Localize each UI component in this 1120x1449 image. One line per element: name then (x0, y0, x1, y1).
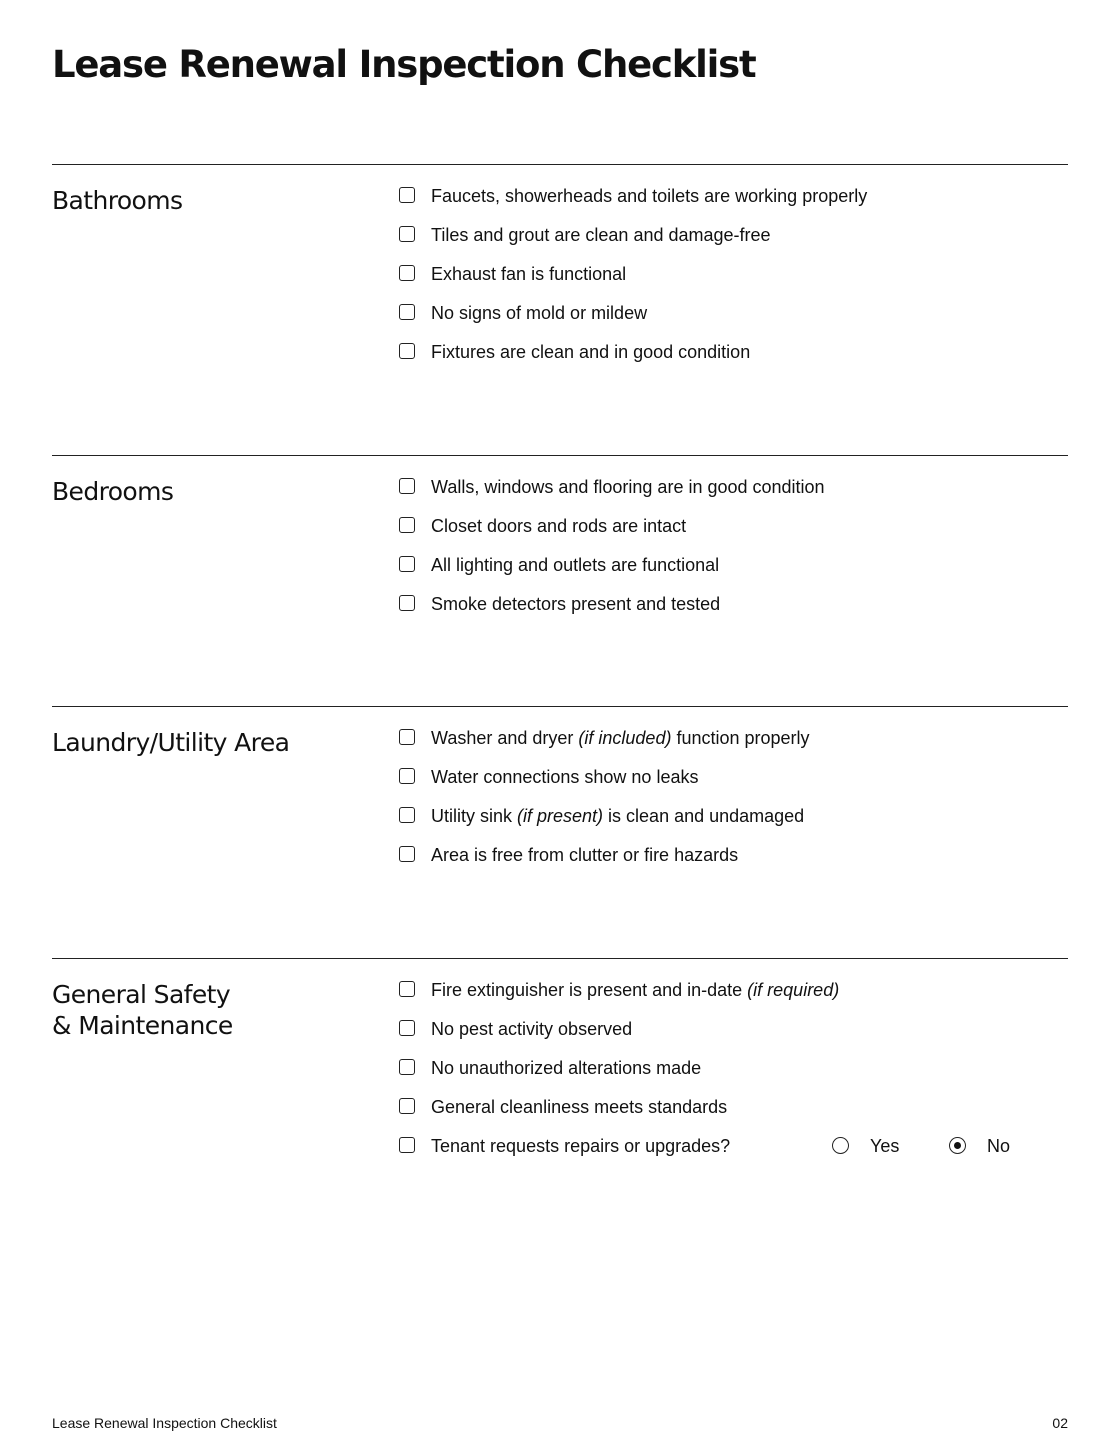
checklist-item (399, 554, 1068, 593)
checklist-item-text: is clean and undamaged (603, 806, 805, 826)
checklist-item-label: No signs of mold or mildew (431, 303, 648, 323)
checklist-item-label: Tiles and grout are clean and damage-free (431, 225, 771, 245)
checklist-item-label: No pest activity observed (431, 1019, 633, 1039)
checklist-item-repair-request (399, 1135, 1068, 1174)
checklist-item (399, 1096, 1068, 1135)
checklist-item-label: Smoke detectors present and tested (431, 594, 721, 614)
checklist-bathrooms (399, 185, 1068, 380)
checklist-item (399, 593, 1068, 632)
checklist-item-label: Faucets, showerheads and toilets are working properly (431, 186, 868, 206)
checklist-item-note: (if present) (517, 806, 604, 826)
checklist-item (399, 979, 1068, 1018)
checkbox[interactable] (399, 478, 415, 494)
radio-label-yes: Yes (870, 1136, 900, 1156)
page-number: 02 (1052, 1415, 1068, 1431)
checklist-item (399, 476, 1068, 515)
checklist-item-text: Washer and dryer (431, 728, 579, 748)
checklist-item-label (431, 805, 804, 827)
checklist-item (399, 515, 1068, 554)
section-laundry (52, 706, 1068, 865)
checklist-item (399, 302, 1068, 341)
checklist-laundry (399, 727, 1068, 883)
checklist-item-label: Exhaust fan is functional (431, 264, 627, 284)
checkbox[interactable] (399, 265, 415, 281)
checklist-item-label: Fixtures are clean and in good condition (431, 342, 751, 362)
section-title-bathrooms: Bathrooms (52, 186, 183, 215)
checklist-item (399, 1057, 1068, 1096)
checklist-item-label: Walls, windows and flooring are in good condition (431, 477, 825, 497)
checklist-item (399, 766, 1068, 805)
checklist-item (399, 844, 1068, 883)
checklist-item-label: Water connections show no leaks (431, 767, 699, 787)
checkbox[interactable] (399, 187, 415, 203)
checkbox[interactable] (399, 595, 415, 611)
checklist-item-label (431, 727, 810, 749)
section-title-bedrooms: Bedrooms (52, 477, 174, 506)
checklist-item (399, 341, 1068, 380)
checklist-item-note: (if included) (578, 728, 672, 748)
checklist-item-label: General cleanliness meets standards (431, 1097, 728, 1117)
page-title: Lease Renewal Inspection Checklist (52, 43, 756, 86)
radio-no[interactable] (949, 1137, 966, 1154)
checklist-item-text: Fire extinguisher is present and in-date (431, 980, 748, 1000)
checkbox[interactable] (399, 517, 415, 533)
checkbox[interactable] (399, 343, 415, 359)
radio-yes[interactable] (832, 1137, 849, 1154)
checklist-item-label: Tenant requests repairs or upgrades? (431, 1136, 731, 1156)
checkbox[interactable] (399, 768, 415, 784)
footer-title: Lease Renewal Inspection Checklist (52, 1415, 277, 1431)
checklist-item-label: Area is free from clutter or fire hazards (431, 845, 739, 865)
checkbox[interactable] (399, 304, 415, 320)
checkbox[interactable] (399, 807, 415, 823)
checklist-bedrooms (399, 476, 1068, 632)
checkbox[interactable] (399, 729, 415, 745)
checklist-item-text: function properly (671, 728, 810, 748)
checklist-item-label: All lighting and outlets are functional (431, 555, 720, 575)
checklist-safety (399, 979, 1068, 1174)
checklist-item-label: Closet doors and rods are intact (431, 516, 687, 536)
checklist-item (399, 805, 1068, 844)
checklist-item-label (431, 979, 839, 1001)
checkbox[interactable] (399, 1020, 415, 1036)
checklist-item (399, 1018, 1068, 1057)
checklist-item (399, 727, 1068, 766)
section-title-laundry: Laundry/Utility Area (52, 728, 290, 757)
checkbox[interactable] (399, 1098, 415, 1114)
checklist-item-label: No unauthorized alterations made (431, 1058, 702, 1078)
checkbox[interactable] (399, 1137, 415, 1153)
checkbox[interactable] (399, 1059, 415, 1075)
checklist-item-note: (if required) (747, 980, 840, 1000)
section-bathrooms (52, 164, 1068, 362)
checklist-item (399, 224, 1068, 263)
section-bedrooms (52, 455, 1068, 614)
checkbox[interactable] (399, 556, 415, 572)
radio-label-no: No (987, 1136, 1011, 1156)
section-title-safety: General Safety & Maintenance (52, 980, 233, 1040)
section-safety (52, 958, 1068, 1156)
checkbox[interactable] (399, 981, 415, 997)
checkbox[interactable] (399, 226, 415, 242)
checklist-item (399, 185, 1068, 224)
checklist-item-text: Utility sink (431, 806, 518, 826)
checklist-item (399, 263, 1068, 302)
checkbox[interactable] (399, 846, 415, 862)
